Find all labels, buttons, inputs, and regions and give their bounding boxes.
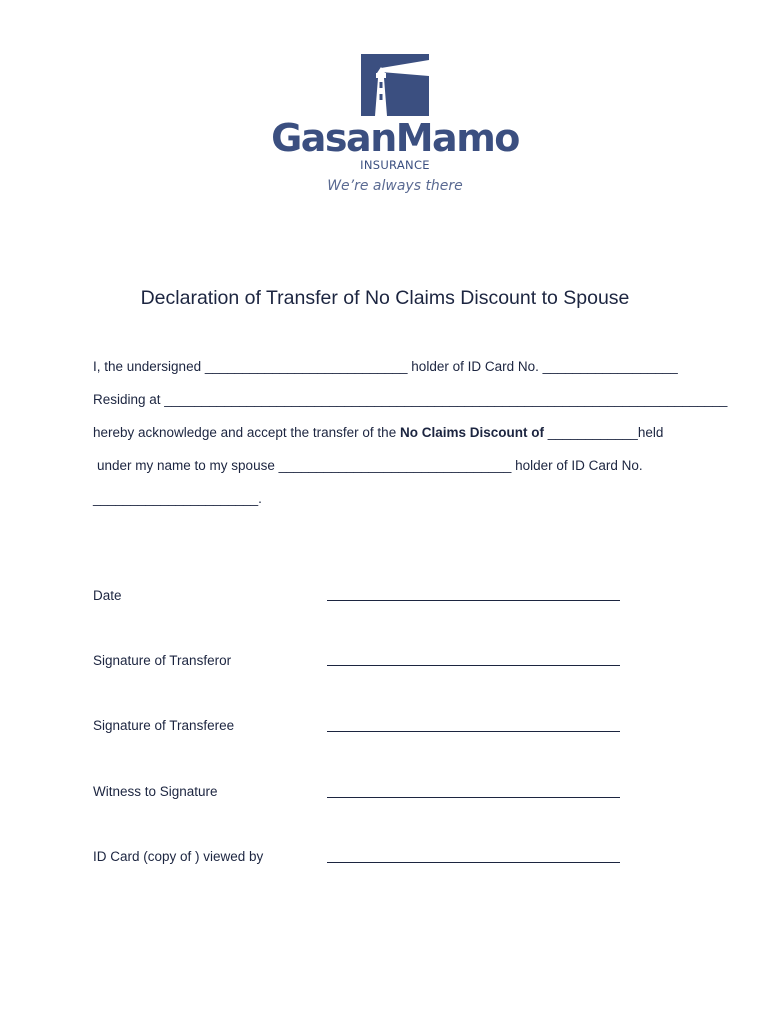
- brand-tagline: We’re always there: [327, 178, 463, 194]
- witness-signature-line: [327, 797, 620, 798]
- document-title: Declaration of Transfer of No Claims Discount to Spouse: [140, 287, 630, 309]
- discount-blank: ____________held: [543, 425, 664, 440]
- acknowledge-line: [93, 424, 663, 442]
- undersigned-line: I, the undersigned ___________________________ holder of ID Card No. __________________: [93, 359, 678, 374]
- id-card-viewed-by-label: ID Card (copy of ) viewed by: [93, 849, 264, 864]
- transferor-signature-line: [327, 665, 620, 666]
- witness-signature-label: Witness to Signature: [93, 784, 218, 799]
- transferor-signature-label: Signature of Transferor: [93, 653, 232, 668]
- id-card-viewed-by-line: [327, 862, 620, 863]
- date-label: Date: [93, 588, 122, 603]
- spouse-id-blank-line: ______________________.: [93, 491, 262, 506]
- lighthouse-logo-icon: [361, 54, 429, 116]
- residing-line: Residing at ___________________________________________________________________________: [93, 392, 728, 407]
- date-signature-line: [327, 600, 620, 601]
- transferee-signature-line: [327, 731, 620, 732]
- brand-name: GasanMamo: [271, 116, 519, 160]
- transferee-signature-label: Signature of Transferee: [93, 718, 235, 733]
- spouse-line: under my name to my spouse _______________________________ holder of ID Card No.: [97, 458, 643, 473]
- acknowledge-text: hereby acknowledge and accept the transfer of the: [93, 425, 400, 440]
- brand-subtitle: INSURANCE: [360, 158, 430, 172]
- no-claims-discount-label: No Claims Discount of: [399, 425, 544, 440]
